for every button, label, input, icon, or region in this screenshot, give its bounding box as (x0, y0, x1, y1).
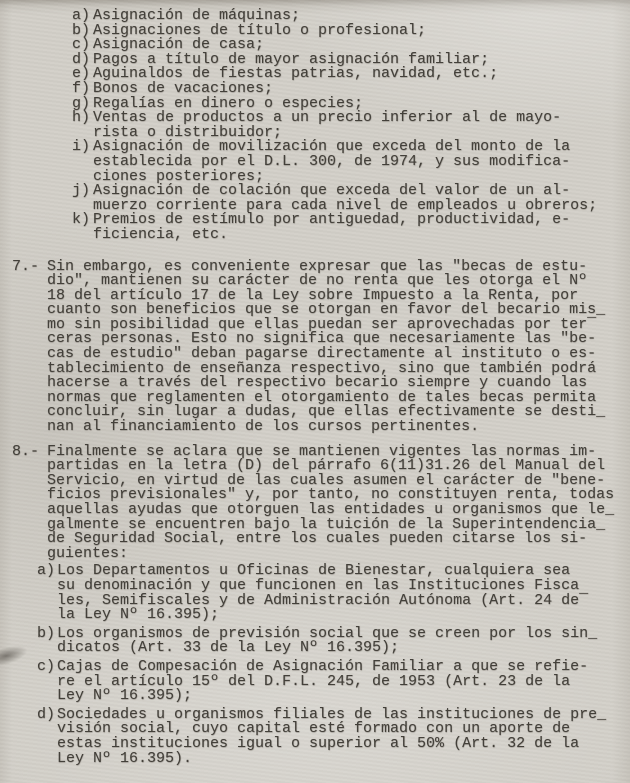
list-item (37, 657, 630, 705)
list-item (37, 705, 630, 767)
document-line: ficiencia, etc. (93, 225, 229, 243)
document-line: Asignación de máquinas; (93, 7, 301, 24)
document-line: rista o distribuidor; (93, 123, 283, 141)
document-line: Aguinaldos de fiestas patrias, navidad, etc.; (93, 65, 499, 83)
list-item-letter: f) (72, 79, 91, 97)
list-item-letter: d) (72, 50, 91, 68)
document-line: 18 del artículo 17 de la Ley sobre Impuesto a la Renta, por (47, 286, 579, 304)
document-line: su denominación y que funcionen en las Instituciones Fisca (57, 576, 580, 594)
document-line: establecida por el D.L. 300, de 1974, y sus modifica- (93, 152, 571, 170)
list-item-letter: d) (37, 705, 56, 723)
document-line: Sociedades u organismos filiales de las instituciones de pre_ (57, 705, 607, 723)
document-line: Sin embargo, es conveniente expresar que las "becas de estu- (47, 257, 588, 275)
list-item (37, 624, 630, 657)
list-item-letter: j) (72, 182, 91, 200)
list-item (72, 111, 630, 140)
list-item-letter: h) (72, 109, 91, 127)
paragraph-number: 7.- (12, 257, 40, 275)
document-line: aquellas ayudas que otorguen las entidades u organismos que le_ (47, 501, 615, 518)
document-line: Servicio, en virtud de las cuales asumen el carácter de "bene- (47, 471, 606, 489)
lettered-list-a-to-d (37, 564, 630, 766)
document-line: Asignación de colación que exceda del valor de un al- (93, 182, 571, 200)
document-line: Asignaciones de título o profesional; (93, 21, 427, 39)
document-line: de Seguridad Social, entre los cuales pueden citarse los si- (47, 530, 588, 548)
document-line: mo sin posibilidad que ellas puedan ser aprovechadas por ter‾ (47, 315, 597, 333)
list-item-letter: i) (72, 138, 91, 156)
list-item-letter: c) (37, 657, 56, 675)
scan-smudge-artifact (0, 642, 30, 668)
document-line: Finalmente se aclara que se mantienen vigentes las normas im- (47, 442, 597, 460)
document-line: ciones posteriores; (93, 167, 265, 185)
document-line: Bonos de vacaciones; (93, 79, 274, 97)
document-line: Cajas de Compesación de Asignación Familiar a que se refie- (57, 657, 589, 675)
paragraph-7 (12, 257, 630, 436)
document-line: concluir, sin lugar a dudas, que ellas efectivamente se desti_ (47, 403, 606, 421)
lettered-list-a-to-k (72, 0, 630, 243)
document-line: Ley Nº 16.395). (57, 749, 193, 767)
document-line: cuanto son beneficios que se otorgan en favor del becario mis_ (47, 301, 606, 319)
list-item (72, 213, 630, 242)
document-line: hacerse a través del respectivo becario siempre y cuando las (47, 374, 588, 392)
list-item-letter: e) (72, 65, 91, 83)
document-line: muerzo corriente para cada nivel de empleados u obreros; (93, 196, 598, 214)
document-line: Asignación de casa; (93, 36, 265, 54)
document-line: les, Semifiscales y de Administración Autónoma (Art. 24 de‾ (57, 591, 589, 609)
document-line: visión social, cuyo capital esté formado con un aporte de (57, 720, 571, 738)
list-item (37, 564, 630, 622)
document-line: Asignación de movilización que exceda del monto de la (93, 138, 571, 156)
document-line: guientes: (47, 544, 129, 562)
document-line: galmente se encuentren bajo la tuición de la Superintendencia_ (47, 515, 606, 533)
document-line: normas que reglamenten el otorgamiento de tales becas permita (47, 388, 597, 406)
document-line: ceras personas. Esto no significa que necesariamente las "be- (47, 330, 597, 348)
document-line: Ventas de productos a un precio inferior al de mayo- (93, 109, 562, 127)
document-line: Premios de estímulo por antiguedad, productividad, e- (93, 211, 571, 229)
paragraph-8 (12, 442, 630, 562)
document-line: partidas en la letra (D) del párrafo 6(11)31.26 del Manual del (47, 457, 606, 475)
document-line: estas instituciones igual o superior al 50% (Art. 32 de la (57, 734, 580, 752)
document-line: nan al financiamiento de los cursos pertinentes. (47, 418, 480, 436)
document-line: Los Departamentos u Oficinas de Bienestar, cualquiera sea (57, 562, 571, 580)
document-line: tablecimiento de enseñanza respectivo, sino que también podrá (47, 359, 597, 377)
list-item-letter: a) (72, 7, 91, 24)
list-item (72, 184, 630, 213)
document-line: ficios previsionales" y, por tanto, no constituyen renta, todas (47, 486, 615, 504)
list-item-letter: g) (72, 94, 91, 112)
document-line: dicatos (Art. 33 de la Ley Nº 16.395); (57, 639, 400, 657)
list-item-letter: b) (37, 624, 56, 642)
list-item-letter: a) (37, 562, 56, 580)
list-item-letter: b) (72, 21, 91, 39)
document-line: re el artículo 15º del D.F.L. 245, de 1953 (Art. 23 de la (57, 672, 571, 690)
list-item-letter: c) (72, 36, 91, 54)
list-item (72, 140, 630, 184)
document-line: dio", mantienen su carácter de no renta que les otorga el Nº (47, 272, 588, 290)
paragraph-number: 8.- (12, 442, 40, 460)
document-line: cas de estudio" deban pagarse directamente al instituto o es- (47, 345, 597, 363)
document-line: Los organismos de previsión social que se creen por los sin_ (57, 624, 598, 642)
document-line: la Ley Nº 16.395); (57, 606, 220, 624)
document-line: Pagos a título de mayor asignación familiar; (93, 50, 490, 68)
document-line: Ley Nº 16.395); (57, 687, 193, 705)
document-line: Regalías en dinero o especies; (93, 94, 364, 112)
list-item-letter: k) (72, 211, 91, 229)
